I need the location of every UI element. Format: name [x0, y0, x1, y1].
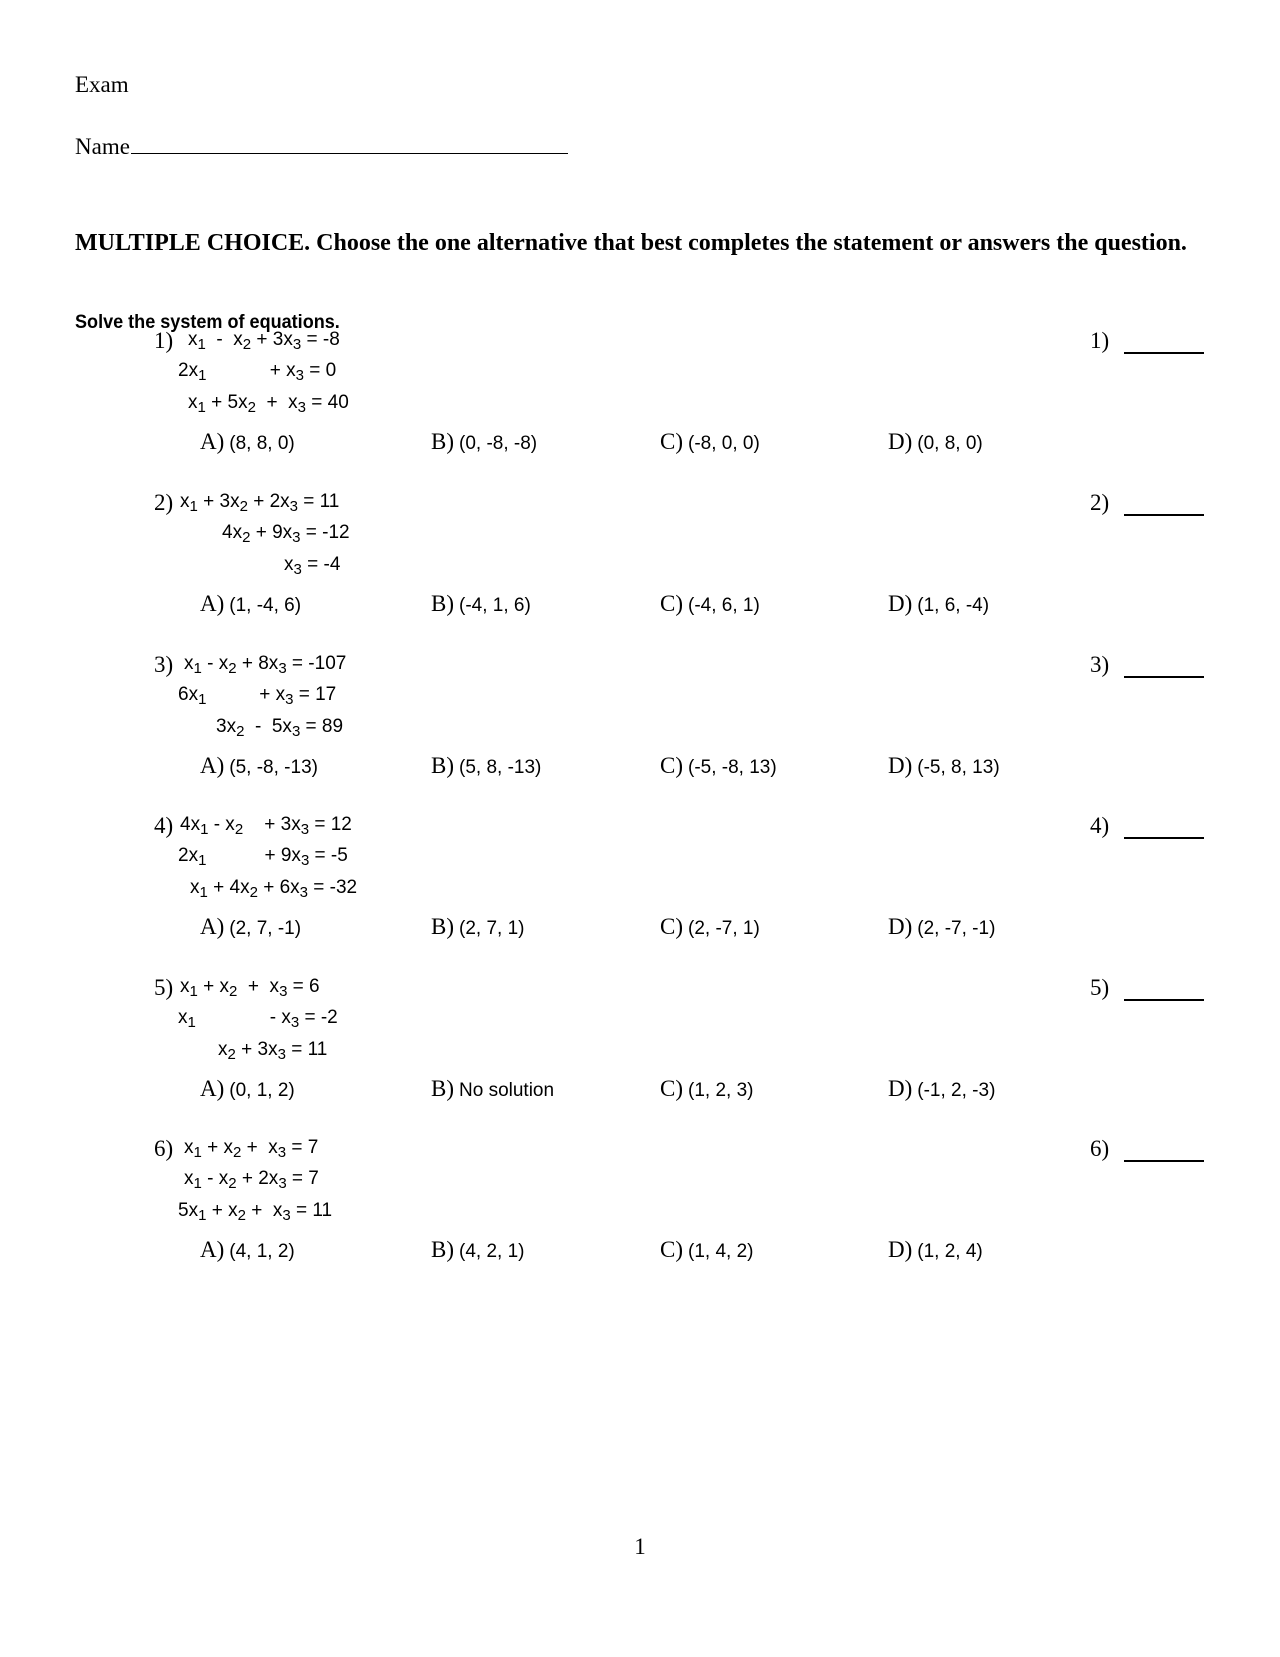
equation-text: = 0 — [304, 360, 337, 381]
equation-text: = -5 — [309, 845, 348, 866]
choice-letter: C) — [660, 1237, 683, 1262]
equation-text: x — [184, 1137, 194, 1158]
choice-c[interactable] — [660, 753, 777, 779]
equation-text: + x — [206, 1200, 238, 1221]
subscript: 3 — [285, 691, 294, 708]
equation-text: = 89 — [300, 716, 344, 737]
answer-blank[interactable] — [1124, 514, 1204, 516]
equation — [180, 814, 352, 836]
choice-b[interactable] — [431, 429, 537, 455]
equation-text: x — [180, 491, 190, 512]
equation-text: = 7 — [286, 1168, 319, 1189]
choice-value: (1, 6, -4) — [917, 595, 990, 616]
choice-value: (0, -8, -8) — [459, 433, 538, 454]
choice-a[interactable] — [200, 591, 301, 617]
name-field[interactable] — [75, 134, 568, 160]
equation-text: 6x — [178, 684, 199, 705]
subscript: 3 — [290, 1014, 300, 1031]
equation-text: - x — [201, 1168, 229, 1189]
subscript: 2 — [239, 498, 248, 515]
equation-text: + 8x — [236, 653, 279, 674]
subscript: 3 — [299, 884, 308, 901]
subscript: 2 — [227, 1046, 236, 1063]
subscript: 3 — [289, 498, 298, 515]
subscript: 2 — [229, 983, 238, 1000]
equation-text: + 4x — [207, 877, 250, 898]
equation-text: = -8 — [301, 329, 340, 350]
choice-b[interactable] — [431, 753, 541, 779]
equation-text: x — [188, 392, 198, 413]
equation-text: + x — [206, 684, 286, 705]
equation-text: + x — [237, 976, 280, 997]
answer-blank[interactable] — [1124, 999, 1204, 1001]
subscript: 1 — [193, 1175, 202, 1192]
equation-text: x — [218, 1039, 228, 1060]
problem-number: 6) — [154, 1136, 174, 1161]
subscript: 2 — [236, 723, 245, 740]
equation-text: + 3x — [197, 491, 240, 512]
choice-letter: A) — [200, 1237, 225, 1262]
equation-text: = 17 — [293, 684, 337, 705]
choice-value: (0, 8, 0) — [917, 433, 983, 454]
equation-text: + x — [241, 1137, 278, 1158]
equation-text: x — [190, 877, 200, 898]
subscript: 3 — [277, 1144, 287, 1161]
subscript: 3 — [278, 1175, 287, 1192]
equation-text: + 5x — [205, 392, 248, 413]
equation-text: + 2x — [236, 1168, 279, 1189]
equation-text: + x — [206, 360, 296, 381]
subscript: 3 — [277, 1046, 286, 1063]
subscript: 2 — [228, 660, 237, 677]
equation-text: x — [184, 1168, 194, 1189]
choice-letter: B) — [431, 1237, 454, 1262]
equation — [180, 491, 339, 513]
choice-c[interactable] — [660, 1076, 753, 1102]
choice-d[interactable] — [888, 753, 1000, 779]
subscript: 3 — [300, 852, 310, 869]
choice-d[interactable] — [888, 914, 995, 940]
choice-a[interactable] — [200, 1076, 295, 1102]
choice-letter: D) — [888, 1076, 913, 1101]
choice-letter: A) — [200, 914, 225, 939]
answer-blank[interactable] — [1124, 837, 1204, 839]
choice-d[interactable] — [888, 1076, 995, 1102]
equation — [180, 976, 320, 998]
equation — [284, 554, 340, 576]
choice-a[interactable] — [200, 753, 318, 779]
choice-a[interactable] — [200, 1237, 295, 1263]
equation — [178, 1200, 332, 1222]
subscript: 1 — [200, 821, 209, 838]
choice-letter: A) — [200, 1076, 225, 1101]
equation — [178, 845, 348, 867]
choice-d[interactable] — [888, 429, 983, 455]
choice-value: (2, -7, 1) — [688, 918, 760, 939]
problem-number: 3) — [154, 652, 174, 677]
equation-text: x — [180, 976, 190, 997]
name-label: Name — [75, 134, 130, 159]
subscript: 3 — [279, 983, 288, 1000]
equation — [178, 1007, 338, 1029]
choice-value: (-5, -8, 13) — [688, 757, 777, 778]
choice-letter: D) — [888, 591, 913, 616]
equation — [216, 716, 343, 738]
equation-text: 4x — [222, 522, 243, 543]
choice-letter: A) — [200, 429, 225, 454]
subscript: 1 — [197, 336, 206, 353]
choice-b[interactable] — [431, 1237, 524, 1263]
equation-text: = 12 — [309, 814, 352, 835]
equation-text: - 5x — [244, 716, 292, 737]
choice-letter: A) — [200, 753, 225, 778]
equation — [218, 1039, 327, 1061]
choice-b[interactable] — [431, 591, 531, 617]
equation — [188, 329, 340, 351]
answer-number: 4) — [1090, 813, 1110, 838]
equation — [178, 360, 336, 382]
subscript: 3 — [292, 336, 302, 353]
equation-text: = 11 — [298, 491, 340, 512]
page-number: 1 — [634, 1534, 646, 1559]
subscript: 1 — [198, 691, 207, 708]
subscript: 3 — [292, 529, 301, 546]
equation — [184, 1168, 319, 1190]
answer-blank[interactable] — [1124, 1160, 1204, 1162]
choice-value: (8, 8, 0) — [229, 433, 295, 454]
choice-a[interactable] — [200, 429, 295, 455]
choice-value: (2, 7, -1) — [229, 918, 302, 939]
equation-text: x — [284, 554, 294, 575]
choice-letter: A) — [200, 591, 225, 616]
equation-text: + x — [201, 1137, 233, 1158]
choice-d[interactable] — [888, 591, 989, 617]
equation-text: + x — [245, 1200, 283, 1221]
choice-value: (2, 7, 1) — [459, 918, 525, 939]
choice-value: (-8, 0, 0) — [688, 433, 760, 454]
equation-text: 3x — [216, 716, 237, 737]
choice-letter: D) — [888, 753, 913, 778]
equation — [190, 877, 357, 899]
subscript: 3 — [293, 561, 302, 578]
equation-text: x — [188, 329, 198, 350]
problem-2 — [0, 490, 1280, 640]
choice-value: (2, -7, -1) — [917, 918, 996, 939]
equation-text: = -107 — [286, 653, 347, 674]
choice-value: (-4, 6, 1) — [688, 595, 760, 616]
problem-6 — [0, 1136, 1280, 1286]
equation-text: - x — [205, 329, 243, 350]
choice-value: (5, -8, -13) — [229, 757, 318, 778]
equation-text: + 3x — [235, 1039, 278, 1060]
answer-number: 5) — [1090, 975, 1110, 1000]
equation-text: 2x — [178, 845, 199, 866]
problem-number: 4) — [154, 813, 174, 838]
answer-number: 3) — [1090, 652, 1110, 677]
equation-text: = -2 — [299, 1007, 338, 1028]
problem-number: 2) — [154, 490, 174, 515]
subscript: 3 — [297, 399, 306, 416]
choice-letter: D) — [888, 1237, 913, 1262]
subscript: 3 — [278, 660, 287, 677]
choice-value: (1, 2, 3) — [688, 1080, 754, 1101]
choice-letter: B) — [431, 753, 454, 778]
problem-3 — [0, 652, 1280, 802]
answer-number: 6) — [1090, 1136, 1110, 1161]
choice-letter: B) — [431, 914, 454, 939]
choice-letter: C) — [660, 429, 683, 454]
equation-text: = 11 — [290, 1200, 333, 1221]
choice-letter: D) — [888, 429, 913, 454]
section-heading: Solve the system of equations. — [75, 312, 340, 333]
choice-value: (0, 1, 2) — [229, 1080, 295, 1101]
equation-text: = -12 — [300, 522, 350, 543]
equation — [178, 684, 336, 706]
choice-c[interactable] — [660, 429, 760, 455]
problem-number: 5) — [154, 975, 174, 1000]
answer-number: 1) — [1090, 328, 1110, 353]
equation-text: + 3x — [251, 329, 293, 350]
subscript: 2 — [237, 1207, 246, 1224]
equation-text: + 3x — [243, 814, 301, 835]
choice-value: (-1, 2, -3) — [917, 1080, 996, 1101]
choice-letter: C) — [660, 591, 683, 616]
choice-value: (-4, 1, 6) — [459, 595, 531, 616]
subscript: 3 — [300, 821, 310, 838]
equation — [184, 653, 346, 675]
subscript: 1 — [197, 399, 206, 416]
choice-letter: C) — [660, 914, 683, 939]
equation-text: = 40 — [305, 392, 349, 413]
equation — [184, 1137, 318, 1159]
problem-4 — [0, 813, 1280, 963]
equation-text: + x — [255, 392, 298, 413]
equation-text: - x — [195, 1007, 291, 1028]
equation-text: + 6x — [257, 877, 300, 898]
instructions: MULTIPLE CHOICE. Choose the one alternative that best completes the statement or answers the question. — [75, 230, 1187, 256]
subscript: 2 — [228, 1175, 237, 1192]
subscript: 1 — [198, 367, 207, 384]
equation-text: 5x — [178, 1200, 199, 1221]
subscript: 1 — [199, 884, 208, 901]
equation-text: 2x — [178, 360, 199, 381]
name-blank-line[interactable] — [131, 134, 568, 154]
subscript: 2 — [242, 336, 252, 353]
subscript: 3 — [291, 723, 301, 740]
problem-5 — [0, 975, 1280, 1125]
equation-text: 4x — [180, 814, 201, 835]
choice-letter: B) — [431, 591, 454, 616]
equation-text: x — [178, 1007, 188, 1028]
answer-blank[interactable] — [1124, 676, 1204, 678]
choice-b[interactable] — [431, 914, 524, 940]
subscript: 1 — [193, 1144, 202, 1161]
choice-c[interactable] — [660, 1237, 753, 1263]
choice-c[interactable] — [660, 591, 760, 617]
equation-text: = 11 — [285, 1039, 328, 1060]
choice-letter: D) — [888, 914, 913, 939]
choice-value: (1, -4, 6) — [229, 595, 302, 616]
subscript: 1 — [198, 852, 207, 869]
subscript: 2 — [233, 1144, 242, 1161]
subscript: 3 — [282, 1207, 291, 1224]
equation-text: = 7 — [286, 1137, 319, 1158]
choice-letter: C) — [660, 1076, 683, 1101]
subscript: 1 — [189, 983, 198, 1000]
subscript: 1 — [189, 498, 198, 515]
choice-value: (5, 8, -13) — [459, 757, 542, 778]
choice-value: No solution — [459, 1080, 555, 1101]
equation-text: + x — [197, 976, 229, 997]
subscript: 3 — [295, 367, 304, 384]
equation-text: + 9x — [206, 845, 301, 866]
subscript: 2 — [234, 821, 244, 838]
problem-number: 1) — [154, 328, 174, 353]
choice-a[interactable] — [200, 914, 301, 940]
answer-number: 2) — [1090, 490, 1110, 515]
equation — [222, 522, 350, 544]
choice-b[interactable] — [431, 1076, 554, 1102]
equation-text: = 6 — [287, 976, 320, 997]
problem-1 — [0, 328, 1280, 478]
equation-text: x — [184, 653, 194, 674]
choice-value: (4, 1, 2) — [229, 1241, 295, 1262]
choice-letter: B) — [431, 429, 454, 454]
subscript: 2 — [242, 529, 251, 546]
subscript: 1 — [187, 1014, 196, 1031]
equation-text: - x — [208, 814, 235, 835]
choice-letter: C) — [660, 753, 683, 778]
choice-value: (-5, 8, 13) — [917, 757, 1000, 778]
answer-blank[interactable] — [1124, 352, 1204, 354]
subscript: 2 — [249, 884, 258, 901]
choice-value: (1, 2, 4) — [917, 1241, 983, 1262]
choice-d[interactable] — [888, 1237, 983, 1263]
equation-text: + 9x — [250, 522, 293, 543]
equation — [188, 392, 349, 414]
equation-text: = -4 — [301, 554, 341, 575]
subscript: 2 — [247, 399, 256, 416]
exam-title: Exam — [75, 72, 129, 97]
choice-value: (1, 4, 2) — [688, 1241, 754, 1262]
choice-letter: B) — [431, 1076, 454, 1101]
choice-c[interactable] — [660, 914, 760, 940]
equation-text: = -32 — [308, 877, 358, 898]
subscript: 1 — [198, 1207, 207, 1224]
choice-value: (4, 2, 1) — [459, 1241, 525, 1262]
equation-text: + 2x — [247, 491, 290, 512]
equation-text: - x — [201, 653, 229, 674]
subscript: 1 — [193, 660, 202, 677]
